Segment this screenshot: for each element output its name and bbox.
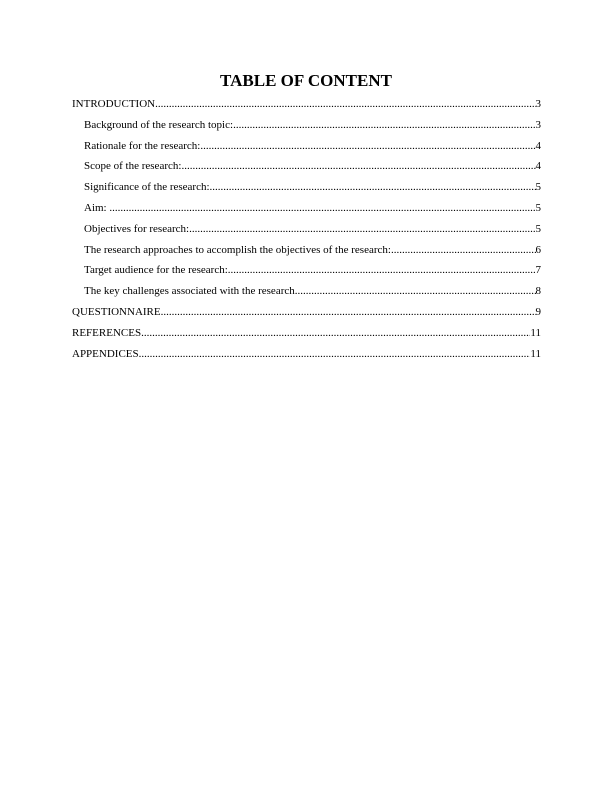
toc-entry-references[interactable] — [72, 327, 541, 348]
toc-entry-research-approaches[interactable] — [72, 244, 541, 265]
toc-dot-leader — [161, 306, 536, 319]
toc-entry-key-challenges[interactable] — [72, 285, 541, 306]
toc-entry-aim[interactable] — [72, 202, 541, 223]
toc-entry-appendices[interactable] — [72, 348, 541, 369]
toc-page-number: 9 — [535, 305, 541, 318]
toc-dot-leader — [181, 160, 535, 173]
toc-page-number: 4 — [535, 160, 541, 173]
toc-page-number: 3 — [535, 118, 541, 131]
toc-entry-label: INTRODUCTION — [72, 98, 156, 110]
toc-entry-label: Objectives for research: — [84, 222, 190, 235]
toc-page-number: 11 — [530, 326, 541, 339]
toc-entry-introduction[interactable] — [72, 98, 541, 119]
toc-entry-label: QUESTIONNAIRE — [72, 305, 161, 318]
toc-title: TABLE OF CONTENT — [220, 71, 392, 90]
toc-entry-questionnaire[interactable] — [72, 306, 541, 327]
toc-entry-label: Significance of the research: — [84, 181, 210, 194]
toc-entry-rationale[interactable] — [72, 140, 541, 161]
toc-dot-leader — [391, 244, 536, 257]
toc-page-number: 6 — [535, 243, 541, 256]
toc-page-number: 7 — [535, 264, 541, 277]
toc-dot-leader — [189, 223, 535, 236]
toc-entry-label: Aim: — [84, 201, 110, 214]
toc-page-number: 4 — [535, 139, 541, 152]
toc-entry-label: Rationale for the research: — [84, 139, 201, 152]
toc-dot-leader — [139, 348, 531, 361]
toc-page-number: 5 — [535, 222, 541, 235]
toc-dot-leader — [155, 98, 535, 111]
toc-entry-target-audience[interactable] — [72, 264, 541, 285]
toc-page-number: 3 — [535, 98, 541, 110]
toc-dot-leader — [200, 140, 535, 153]
toc-entry-label: Scope of the research: — [84, 160, 182, 173]
toc-entry-scope[interactable] — [72, 160, 541, 181]
toc-dot-leader — [228, 264, 536, 277]
toc-entry-label: The key challenges associated with the research — [84, 285, 295, 298]
toc-entry-label: APPENDICES — [72, 347, 139, 360]
toc-entry-significance[interactable] — [72, 181, 541, 202]
toc-page-number: 8 — [535, 285, 541, 298]
toc-dot-leader — [109, 202, 535, 215]
toc-entry-label: Background of the research topic: — [84, 118, 234, 131]
toc-page-number: 5 — [535, 181, 541, 194]
toc-dot-leader — [295, 285, 536, 298]
toc-entry-label: The research approaches to accomplish the objectives of the research: — [84, 243, 391, 256]
toc-list — [72, 98, 541, 368]
toc-entry-label: REFERENCES — [72, 326, 142, 339]
toc-dot-leader — [141, 327, 530, 340]
toc-dot-leader — [233, 119, 535, 132]
toc-page-number: 11 — [530, 347, 541, 360]
toc-entry-background[interactable] — [72, 119, 541, 140]
toc-entry-objectives[interactable] — [72, 223, 541, 244]
toc-entry-label: Target audience for the research: — [84, 264, 228, 277]
toc-page-number: 5 — [535, 201, 541, 214]
toc-dot-leader — [210, 181, 536, 194]
